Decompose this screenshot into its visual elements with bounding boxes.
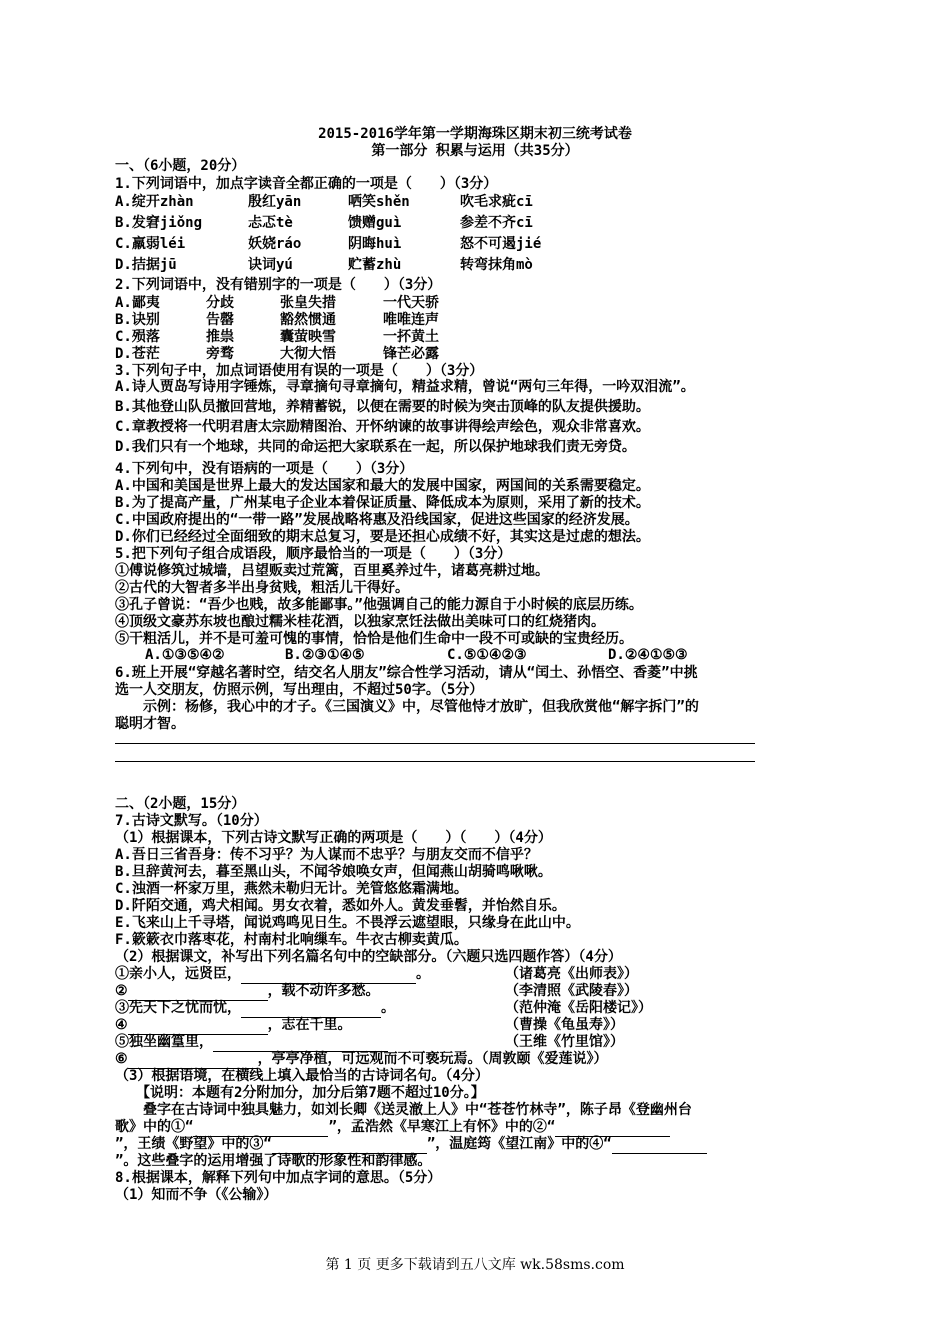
q5-sentence-3: ③孔子曾说：“吾少也贱，故多能鄙事。”他强调自己的能力源自于小时候的底层历练。 xyxy=(115,597,643,613)
q7-option-a: A.吾日三省吾身：传不习乎？为人谋而不忠乎？与朋友交而不信乎？ xyxy=(115,847,538,863)
para-text: ”，温庭筠《望江南》中的④“ xyxy=(426,1136,612,1152)
q2-option-d1: D.苍茫 xyxy=(115,346,160,362)
q1-option-d3: 贮蓄zhù xyxy=(348,257,402,273)
q2-option-b2: 告罄 xyxy=(206,312,234,328)
q7-part2-stem: （2）根据课文，补写出下列名篇名句中的空缺部分。（六题只选四题作答）（4分） xyxy=(115,949,622,965)
q4-option-d: D.你们已经经过全面细致的期末总复习，要是还担心成绩不好，其实这是过虑的想法。 xyxy=(115,529,650,545)
fill-4-pre: ④ xyxy=(115,1017,128,1033)
fill-5-source: （王维《竹里馆》） xyxy=(505,1034,624,1050)
q1-option-d2: 诀词yú xyxy=(248,257,293,273)
q7-part3-stem: （3）根据语境，在横线上填入最恰当的古诗词名句。（4分） xyxy=(115,1068,489,1084)
q3-stem: 3.下列句子中，加点词语使用有误的一项是（ ）（3分） xyxy=(115,363,484,379)
q1-stem: 1.下列词语中，加点字读音全都正确的一项是（ ）（3分） xyxy=(115,176,498,192)
fill-5-pre: ⑤独坐幽篁里， xyxy=(115,1034,213,1050)
q7-part3-para-line1: 叠字在古诗词中独具魅力，如刘长卿《送灵澈上人》中“苍苍竹林寺”，陈子昂《登幽州台 xyxy=(115,1102,692,1118)
fill-3-pre: ③先天下之忧而忧， xyxy=(115,1000,241,1016)
q1-option-a3: 哂笑shěn xyxy=(348,194,410,210)
q3-option-c: C.章教授将一代明君唐太宗励精图治、开怀纳谏的故事讲得绘声绘色，观众非常喜欢。 xyxy=(115,419,650,435)
q2-option-c4: 一抔黄土 xyxy=(383,329,439,345)
fill-3-source: （范仲淹《岳阳楼记》） xyxy=(505,1000,652,1016)
para-text: 歌》中的①“ xyxy=(115,1119,194,1135)
q1-option-c2: 妖娆ráo xyxy=(248,236,302,252)
q5-choice-b: B.②③①④⑤ xyxy=(285,647,365,663)
q1-option-b2: 忐忑tè xyxy=(248,215,293,231)
q5-sentence-1: ①傅说修筑过城墙，吕望贩卖过荒篱，百里奚养过牛，诸葛亮耕过地。 xyxy=(115,563,549,579)
q6-answer-line-1[interactable] xyxy=(115,743,755,744)
q1-option-b4: 参差不齐cī xyxy=(460,215,533,231)
q7-option-e: E.飞来山上千寻塔，闻说鸡鸣见日生。不畏浮云遮望眼，只缘身在此山中。 xyxy=(115,915,580,931)
q1-option-c1: C.羸弱léi xyxy=(115,236,186,252)
q1-option-d4: 转弯抹角mò xyxy=(460,257,533,273)
q7-part3-para-line4: ”。这些叠字的运用增强了诗歌的形象性和韵律感。 xyxy=(115,1153,432,1169)
q6-example-line2: 聪明才智。 xyxy=(115,716,185,732)
q2-option-a2: 分歧 xyxy=(206,295,234,311)
q7-option-f: F.簌簌衣巾落枣花，村南村北响缫车。牛衣古柳卖黄瓜。 xyxy=(115,932,468,948)
q1-option-a1: A.绽开zhàn xyxy=(115,194,194,210)
fill-1-post: 。 xyxy=(416,966,430,982)
section-2-heading: 二、（2小题，15分） xyxy=(115,796,246,812)
para-text: ”，孟浩然《早寒江上有怀》中的②“ xyxy=(328,1119,556,1135)
q4-stem: 4.下列句中，没有语病的一项是（ ）（3分） xyxy=(115,461,414,477)
q2-option-b4: 唯唯连声 xyxy=(383,312,439,328)
blank-4[interactable] xyxy=(612,1135,707,1154)
fill-2-pre: ② xyxy=(115,983,128,999)
fill-4-source: （曹操《龟虽寿》） xyxy=(505,1017,624,1033)
q7-part1-stem: （1）根据课本，下列古诗文默写正确的两项是（ ）（ ）（4分） xyxy=(115,830,552,846)
fill-1-source: （诸葛亮《出师表》） xyxy=(505,966,638,982)
q1-option-a2: 殷红yān xyxy=(248,194,302,210)
q5-choice-c: C.⑤①④②③ xyxy=(447,647,527,663)
q2-option-d4: 锋芒必露 xyxy=(383,346,439,362)
q5-sentence-4: ④顶级文豪苏东坡也酿过糯米桂花酒，以独家烹饪法做出美味可口的红烧猪肉。 xyxy=(115,614,605,630)
q2-option-d2: 旁骛 xyxy=(206,346,234,362)
q5-stem: 5.把下列句子组合成语段，顺序最恰当的一项是（ ）（3分） xyxy=(115,546,512,562)
q2-option-d3: 大彻大悟 xyxy=(280,346,336,362)
q1-option-c4: 怒不可遏jié xyxy=(460,236,542,252)
fill-3-post: 。 xyxy=(381,1000,395,1016)
q2-option-a1: A.鄙夷 xyxy=(115,295,160,311)
fill-4-post: ，志在千里。 xyxy=(267,1017,352,1033)
q1-option-d1: D.拮据jū xyxy=(115,257,177,273)
fill-2-source: （李清照《武陵春》） xyxy=(505,983,638,999)
q6-example-line1: 示例：杨修，我心中的才子。《三国演义》中，尽管他恃才放旷，但我欣赏他“解字拆门”的 xyxy=(115,699,699,715)
q6-stem-line1: 6.班上开展“穿越名著时空，结交名人朋友”综合性学习活动，请从“闰土、孙悟空、香菱”中挑 xyxy=(115,665,698,681)
part-title: 第一部分 积累与运用（共35分） xyxy=(371,143,579,159)
q2-stem: 2.下列词语中，没有错别字的一项是（ ）（3分） xyxy=(115,277,442,293)
q2-option-a4: 一代天骄 xyxy=(383,295,439,311)
q5-choice-d: D.②④①⑤③ xyxy=(608,647,688,663)
q5-sentence-2: ②古代的大智者多半出身贫贱，粗活儿干得好。 xyxy=(115,580,409,596)
q1-option-b3: 馈赠guì xyxy=(348,215,402,231)
q3-option-d: D.我们只有一个地球，共同的命运把大家联系在一起，所以保护地球我们责无旁贷。 xyxy=(115,439,636,455)
q6-stem-line2: 选一人交朋友，仿照示例，写出理由，不超过50字。（5分） xyxy=(115,682,484,698)
q7-option-d: D.阡陌交通，鸡犬相闻。男女衣着，悉如外人。黄发垂髫，并怡然自乐。 xyxy=(115,898,566,914)
q2-option-b1: B.诀别 xyxy=(115,312,160,328)
q7-option-b: B.旦辞黄河去，暮至黑山头，不闻爷娘唤女声，但闻燕山胡骑鸣啾啾。 xyxy=(115,864,552,880)
q7-stem: 7.古诗文默写。（10分） xyxy=(115,813,268,829)
q3-option-a: A.诗人贾岛写诗用字锤炼，寻章摘句寻章摘句，精益求精，曾说“两句三年得，一吟双泪流”。 xyxy=(115,379,695,395)
q6-answer-line-2[interactable] xyxy=(115,761,755,762)
q2-option-a3: 张皇失措 xyxy=(280,295,336,311)
q2-option-c3: 囊萤映雪 xyxy=(280,329,336,345)
q1-option-c3: 阴晦huì xyxy=(348,236,402,252)
section-1-heading: 一、（6小题，20分） xyxy=(115,158,246,174)
fill-6-pre: ⑥ xyxy=(115,1051,128,1067)
para-text: ”，王绩《野望》中的③“ xyxy=(115,1136,272,1152)
q4-option-b: B.为了提高产量，广州某电子企业本着保证质量、降低成本为原则，采用了新的技术。 xyxy=(115,495,650,511)
exam-title: 2015-2016学年第一学期海珠区期末初三统考试卷 xyxy=(318,126,632,142)
q7-option-c: C.浊酒一杯家万里，燕然未勒归无计。羌管悠悠霜满地。 xyxy=(115,881,468,897)
q5-sentence-5: ⑤干粗活儿，并不是可羞可愧的事情，恰恰是他们生命中一段不可或缺的宝贵经历。 xyxy=(115,631,633,647)
q2-option-c2: 推祟 xyxy=(206,329,234,345)
fill-6-post: ，亭亭净植，可远观而不可亵玩焉。（周敦颐《爱莲说》） xyxy=(257,1051,608,1067)
q8-stem: 8.根据课本，解释下列句中加点字词的意思。（5分） xyxy=(115,1170,442,1186)
q5-choice-a: A.①③⑤④② xyxy=(145,647,225,663)
page-footer: 第 1 页 更多下载请到五八文库 wk.58sms.com xyxy=(325,1257,625,1273)
q8-item-1: （1）知而不争（《公输》） xyxy=(115,1187,278,1203)
q1-option-a4: 吹毛求疵cī xyxy=(460,194,533,210)
q7-part3-note: 【说明：本题有2分附加分，加分后第7题不超过10分。】 xyxy=(115,1085,485,1101)
q4-option-c: C.中国政府提出的“一带一路”发展战略将惠及沿线国家，促进这些国家的经济发展。 xyxy=(115,512,639,528)
q1-option-b1: B.发窘jiǒng xyxy=(115,215,203,231)
q2-option-b3: 豁然惯通 xyxy=(280,312,336,328)
q2-option-c1: C.殒落 xyxy=(115,329,160,345)
fill-1-pre: ①亲小人，远贤臣， xyxy=(115,966,241,982)
q4-option-a: A.中国和美国是世界上最大的发达国家和最大的发展中国家，两国间的关系需要稳定。 xyxy=(115,478,650,494)
q3-option-b: B.其他登山队员撤回营地，养精蓄锐，以便在需要的时候为突击顶峰的队友提供援助。 xyxy=(115,399,650,415)
fill-2-post: ，载不动许多愁。 xyxy=(267,983,380,999)
